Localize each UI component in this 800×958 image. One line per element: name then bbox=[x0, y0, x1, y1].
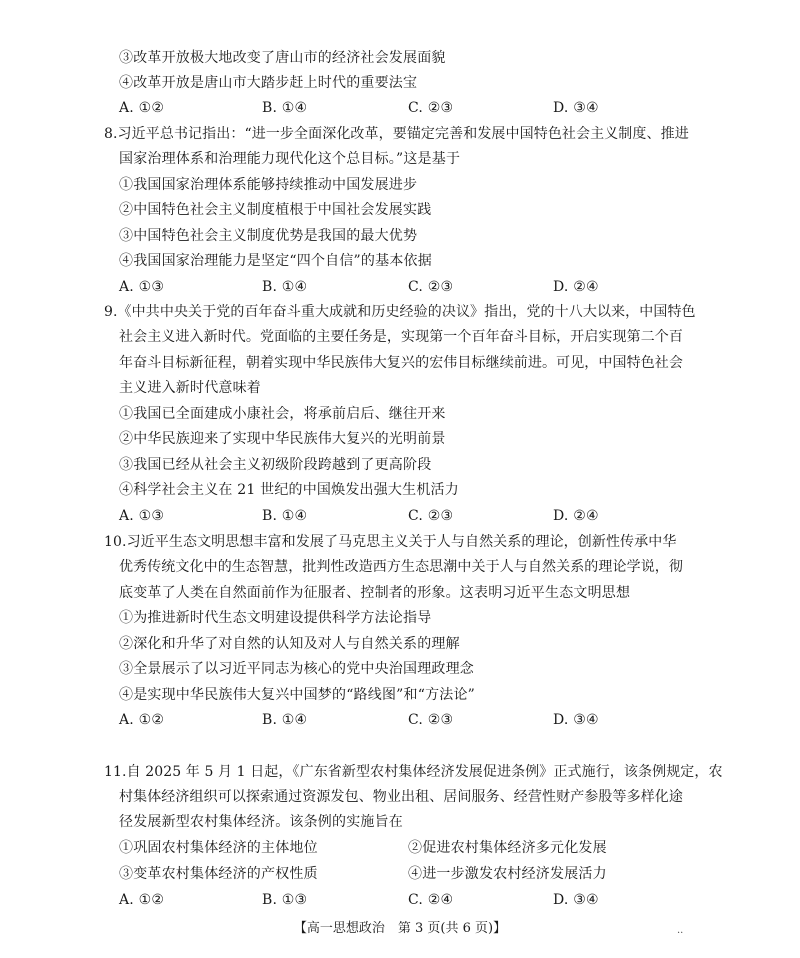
page-footer: 【高一思想政治 第 3 页(共 6 页)】 bbox=[293, 921, 507, 936]
q8-stem-line-2: 国家治理体系和治理能力现代化这个总目标。”这是基于 bbox=[119, 151, 461, 167]
q10-statement-3: ③全景展示了以习近平同志为核心的党中央治国理政理念 bbox=[119, 661, 474, 677]
q11-stem-line-1: 11.自 2025 年 5 月 1 日起，《广东省新型农村集体经济发展促进条例》正式施行，该条例规定，农 bbox=[104, 764, 723, 780]
q10-option-b: B. ①④ bbox=[262, 712, 308, 728]
q11-option-b: B. ①③ bbox=[262, 892, 308, 908]
q10-stem-line-1: 10.习近平生态文明思想丰富和发展了马克思主义关于人与自然关系的理论，创新性传承中华 bbox=[104, 534, 677, 550]
q10-statement-1: ①为推进新时代生态文明建设提供科学方法论指导 bbox=[119, 610, 432, 626]
q8-stem-line-1: 8.习近平总书记指出：“进一步全面深化改革，要锚定完善和发展中国特色社会主义制度、推进 bbox=[104, 126, 689, 142]
q9-option-b: B. ①④ bbox=[262, 508, 308, 524]
q9-stem-line-3: 年奋斗目标新征程，朝着实现中华民族伟大复兴的宏伟目标继续前进。可见，中国特色社会 bbox=[119, 355, 683, 371]
q9-statement-3: ③我国已经从社会主义初级阶段跨越到了更高阶段 bbox=[119, 457, 432, 473]
q7-statement-3: ③改革开放极大地改变了唐山市的经济社会发展面貌 bbox=[119, 50, 446, 66]
q7-option-b: B. ①④ bbox=[262, 100, 308, 116]
q9-option-c: C. ②③ bbox=[408, 508, 454, 524]
q11-statement-4: ④进一步激发农村经济发展活力 bbox=[408, 866, 607, 882]
q11-stem-line-2: 村集体经济组织可以探索通过资源发包、物业出租、居间服务、经营性财产参股等多样化途 bbox=[119, 789, 683, 805]
q10-statement-2: ②深化和升华了对自然的认知及对人与自然关系的理解 bbox=[119, 636, 460, 652]
q7-option-c: C. ②③ bbox=[408, 100, 454, 116]
q10-option-a: A. ①② bbox=[119, 712, 165, 728]
q10-option-c: C. ②③ bbox=[408, 712, 454, 728]
q8-option-b: B. ①④ bbox=[262, 279, 308, 295]
q8-option-d: D. ②④ bbox=[553, 279, 599, 295]
q8-statement-1: ①我国国家治理体系能够持续推动中国发展进步 bbox=[119, 177, 418, 193]
q11-statement-3: ③变革农村集体经济的产权性质 bbox=[119, 866, 318, 882]
q9-statement-1: ①我国已全面建成小康社会，将承前启后、继往开来 bbox=[119, 406, 446, 422]
q9-stem-line-4: 主义进入新时代意味着 bbox=[119, 380, 261, 396]
q10-statement-4: ④是实现中华民族伟大复兴中国梦的“路线图”和“方法论” bbox=[119, 687, 476, 703]
q8-statement-2: ②中国特色社会主义制度植根于中国社会发展实践 bbox=[119, 202, 432, 218]
q9-stem-line-2: 社会主义进入新时代。党面临的主要任务是，实现第一个百年奋斗目标，开启实现第二个百 bbox=[119, 329, 683, 345]
q9-option-d: D. ②④ bbox=[553, 508, 599, 524]
q11-statement-1: ①巩固农村集体经济的主体地位 bbox=[119, 840, 318, 856]
q8-option-c: C. ②③ bbox=[408, 279, 454, 295]
q10-option-d: D. ③④ bbox=[553, 712, 599, 728]
q11-option-a: A. ①② bbox=[119, 892, 165, 908]
q8-statement-4: ④我国国家治理能力是坚定“四个自信”的基本依据 bbox=[119, 253, 432, 269]
q7-statement-4: ④改革开放是唐山市大踏步赶上时代的重要法宝 bbox=[119, 75, 418, 91]
q8-option-a: A. ①③ bbox=[119, 279, 165, 295]
q11-option-c: C. ②④ bbox=[408, 892, 454, 908]
q9-option-a: A. ①③ bbox=[119, 508, 165, 524]
q11-stem-line-3: 径发展新型农村集体经济。该条例的实施旨在 bbox=[119, 814, 403, 830]
q9-statement-4: ④科学社会主义在 21 世纪的中国焕发出强大生机活力 bbox=[119, 482, 459, 498]
q11-statement-2: ②促进农村集体经济多元化发展 bbox=[408, 840, 607, 856]
q7-option-d: D. ③④ bbox=[553, 100, 599, 116]
footer-mark: ·· bbox=[677, 928, 684, 939]
q10-stem-line-3: 底变革了人类在自然面前作为征服者、控制者的形象。这表明习近平生态文明思想 bbox=[119, 585, 631, 601]
q10-stem-line-2: 优秀传统文化中的生态智慧，批判性改造西方生态思潮中关于人与自然关系的理论学说，彻 bbox=[119, 559, 683, 575]
q8-statement-3: ③中国特色社会主义制度优势是我国的最大优势 bbox=[119, 228, 418, 244]
q9-stem-line-1: 9.《中共中央关于党的百年奋斗重大成就和历史经验的决议》指出，党的十八大以来，中国特色 bbox=[104, 304, 696, 320]
q7-option-a: A. ①② bbox=[119, 100, 165, 116]
q9-statement-2: ②中华民族迎来了实现中华民族伟大复兴的光明前景 bbox=[119, 431, 446, 447]
q11-option-d: D. ③④ bbox=[553, 892, 599, 908]
